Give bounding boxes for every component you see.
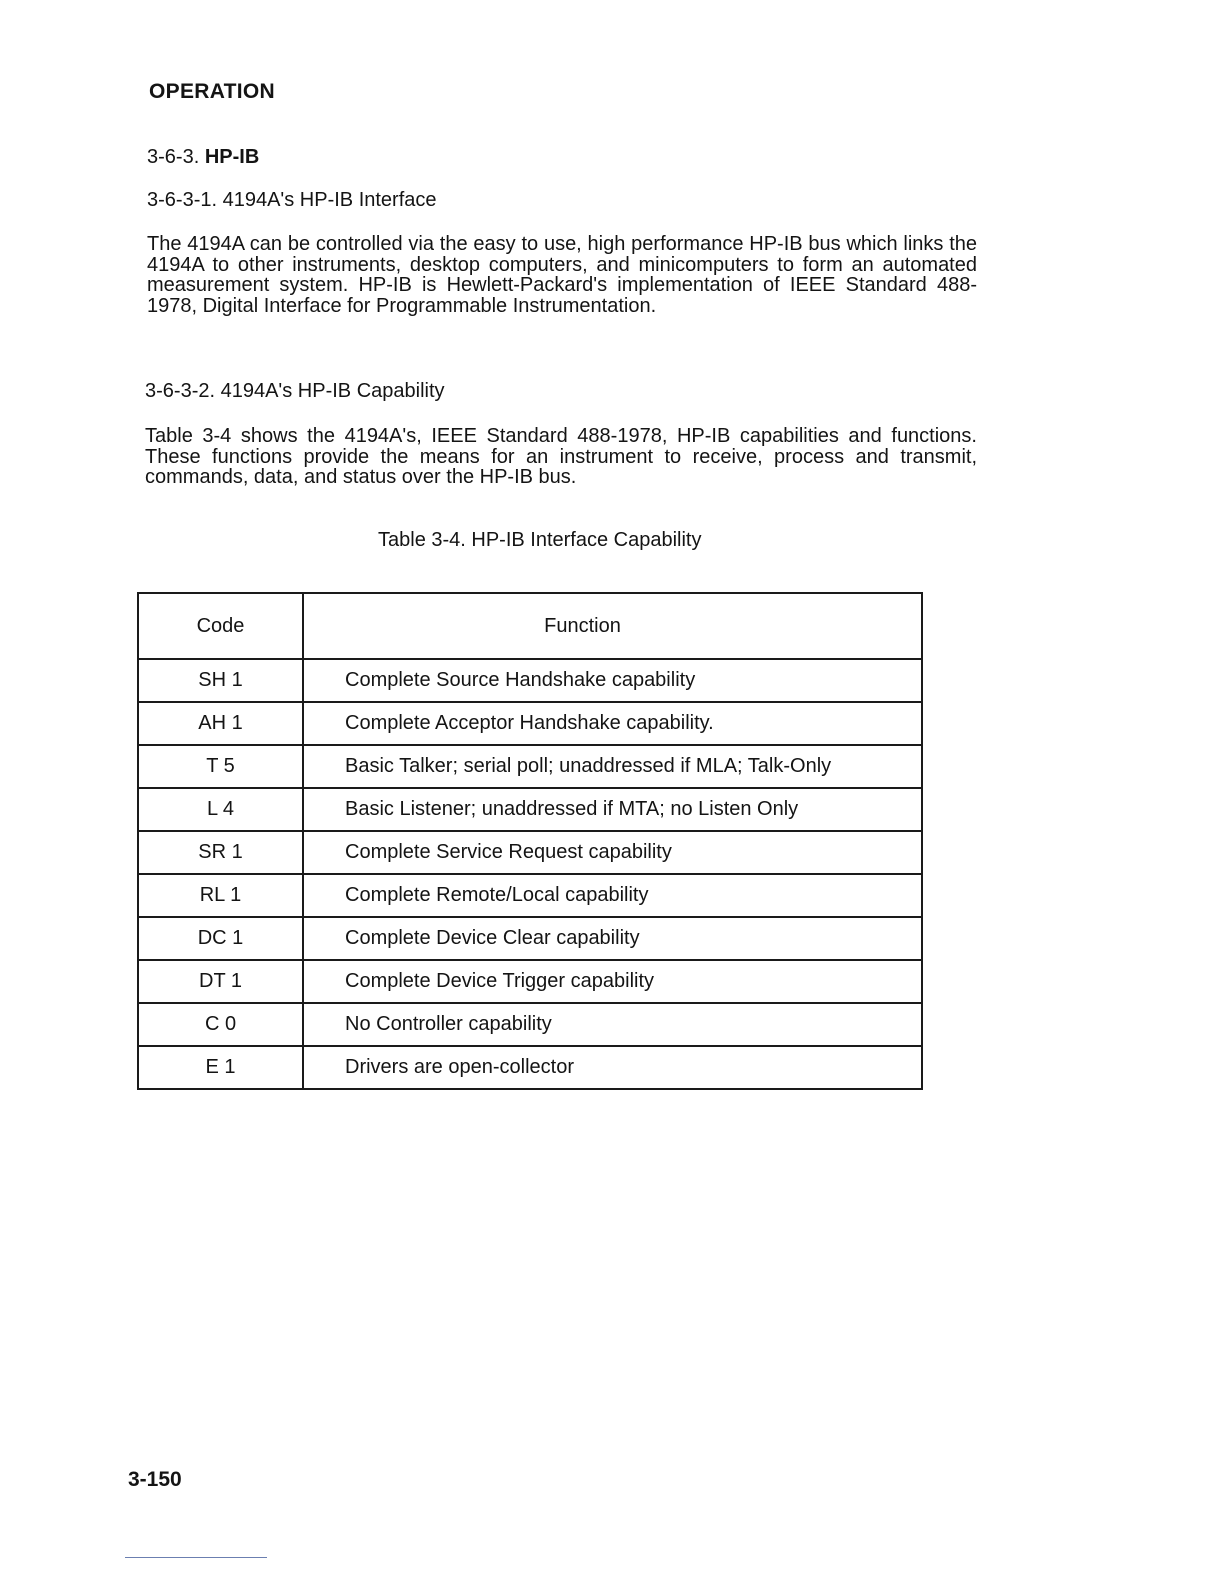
function-cell: Complete Source Handshake capability <box>303 659 922 702</box>
table-row <box>138 874 922 917</box>
subsection-2-body: Table 3-4 shows the 4194A's, IEEE Standard 488-1978, HP-IB capabilities and functions. These functions provide the means for an instrument to receive, process and transmit, commands, data, and status over the HP-IB bus. <box>145 425 977 488</box>
code-cell: C 0 <box>138 1003 303 1046</box>
page-header: OPERATION <box>149 80 275 103</box>
section-number: 3-6-3. <box>147 146 200 168</box>
table-row <box>138 788 922 831</box>
section-title: HP-IB <box>204 146 260 168</box>
table-row <box>138 831 922 874</box>
code-cell: AH 1 <box>138 702 303 745</box>
function-cell: Complete Device Trigger capability <box>303 960 922 1003</box>
function-column-header: Function <box>303 593 922 659</box>
code-cell: E 1 <box>138 1046 303 1089</box>
subsection-1-body: The 4194A can be controlled via the easy to use, high performance HP-IB bus which links the 4194A to other instruments, desktop computers, and minicomputers to form an automated measurement system. HP-IB is Hewlett-Packard's implementation of IEEE Standard 488-1978, Digital Interface for Programmable Instrumentation. <box>147 233 977 317</box>
table-caption: Table 3-4. HP-IB Interface Capability <box>378 529 702 551</box>
code-cell: SH 1 <box>138 659 303 702</box>
code-cell: DT 1 <box>138 960 303 1003</box>
table-row <box>138 1003 922 1046</box>
footer-rule <box>125 1557 267 1558</box>
code-column-header: Code <box>138 593 303 659</box>
function-cell: Complete Remote/Local capability <box>303 874 922 917</box>
code-cell: SR 1 <box>138 831 303 874</box>
function-cell: Basic Talker; serial poll; unaddressed if MLA; Talk-Only <box>303 745 922 788</box>
function-cell: No Controller capability <box>303 1003 922 1046</box>
code-cell: T 5 <box>138 745 303 788</box>
table-row <box>138 745 922 788</box>
code-cell: L 4 <box>138 788 303 831</box>
subsection-2-heading: 3-6-3-2. 4194A's HP-IB Capability <box>145 380 445 402</box>
capability-table <box>137 592 923 1090</box>
subsection-1-heading: 3-6-3-1. 4194A's HP-IB Interface <box>147 189 437 211</box>
function-cell: Complete Service Request capability <box>303 831 922 874</box>
function-cell: Complete Device Clear capability <box>303 917 922 960</box>
table-row <box>138 917 922 960</box>
table-row <box>138 659 922 702</box>
function-cell: Drivers are open-collector <box>303 1046 922 1089</box>
code-cell: DC 1 <box>138 917 303 960</box>
table-header-row <box>138 593 922 659</box>
table-row <box>138 702 922 745</box>
code-cell: RL 1 <box>138 874 303 917</box>
function-cell: Basic Listener; unaddressed if MTA; no Listen Only <box>303 788 922 831</box>
page-number: 3-150 <box>128 1468 182 1491</box>
table-row <box>138 1046 922 1089</box>
section-heading <box>147 146 259 169</box>
table-row <box>138 960 922 1003</box>
function-cell: Complete Acceptor Handshake capability. <box>303 702 922 745</box>
